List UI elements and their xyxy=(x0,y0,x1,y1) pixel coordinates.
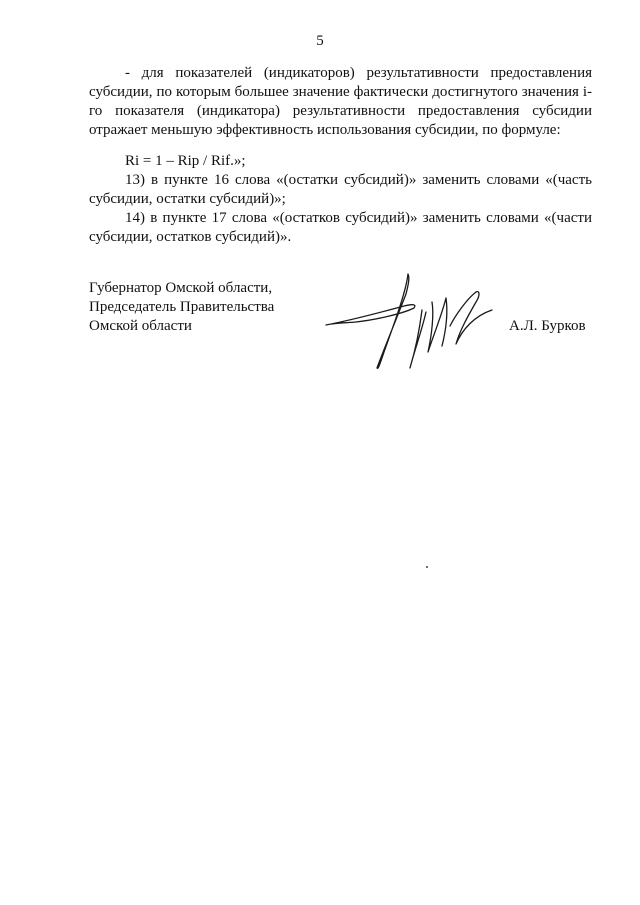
paragraph-indicator-formula-intro: - для показателей (индикаторов) результативности предоставления субсидии, по которым большее значение фактически достигнутого значения i-го показателя (индикатора) результативности предоставления субсидии отражает меньшую эффективность использования субсидии, по формуле: xyxy=(89,65,592,138)
page-number: 5 xyxy=(316,33,324,49)
signer-position-line-3: Омской области xyxy=(89,318,192,334)
scan-dot xyxy=(426,566,428,568)
handwritten-signature xyxy=(322,268,502,380)
paragraph-item-13: 13) в пункте 16 слова «(остатки субсидий)» заменить словами «(часть субсидии, остатки субсидий)»; xyxy=(89,172,592,207)
signer-position xyxy=(89,279,274,336)
document-body xyxy=(89,64,592,247)
paragraph-item-14: 14) в пункте 17 слова «(остатков субсидий)» заменить словами «(части субсидии, остатков субсидий)». xyxy=(89,210,592,245)
signer-position-line-2: Председатель Правительства xyxy=(89,299,275,315)
signer-position-line-1: Губернатор Омской области, xyxy=(89,280,273,296)
signer-name: А.Л. Бурков xyxy=(509,318,586,334)
formula: Ri = 1 – Rip / Rif.»; xyxy=(125,153,246,169)
